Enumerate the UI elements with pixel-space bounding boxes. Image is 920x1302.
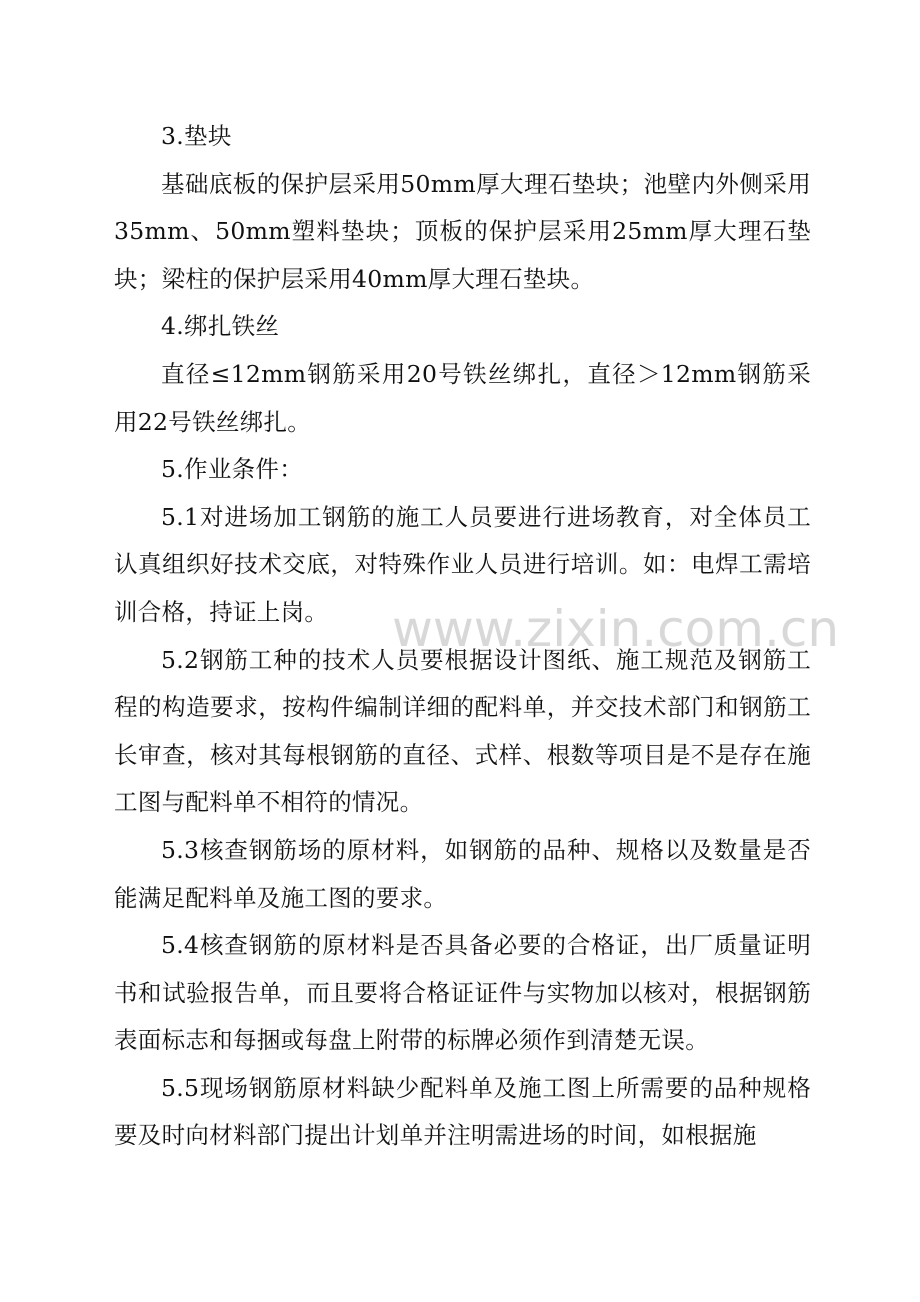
heading-binding-wire: 4.绑扎铁丝 xyxy=(161,312,280,341)
paragraph-5-4: 5.4核查钢筋的原材料是否具备必要的合格证，出厂质量证明书和试验报告单，而且要将合格证证件与实物加以核对，根据钢筋表面标志和每捆或每盘上附带的标牌必须作到清楚无误。 xyxy=(114,931,811,1055)
paragraph-5-3: 5.3核查钢筋场的原材料，如钢筋的品种、规格以及数量是否能满足配料单及施工图的要求。 xyxy=(114,835,811,912)
heading-spacer-blocks: 3.垫块 xyxy=(161,122,232,150)
document-page xyxy=(114,113,811,1160)
paragraph-5-1: 5.1对进场加工钢筋的施工人员要进行进场教育，对全体员工认真组织好技术交底，对特殊作业人员进行培训。如：电焊工需培训合格，持证上岗。 xyxy=(114,502,811,626)
heading-work-conditions: 5.作业条件： xyxy=(161,455,304,484)
watermark-text: www.zixin.com.cn xyxy=(392,600,840,658)
paragraph-5-2: 5.2钢筋工种的技术人员要根据设计图纸、施工规范及钢筋工程的构造要求，按构件编制详细的配料单，并交技术部门和钢筋工长审查，核对其每根钢筋的直径、式样、根数等项目是不是存在施工图与配料单不相符的情况。 xyxy=(114,645,811,817)
paragraph-binding-wire: 直径≤12mm钢筋采用20号铁丝绑扎，直径＞12mm钢筋采用22号铁丝绑扎。 xyxy=(114,359,811,436)
paragraph-5-5: 5.5现场钢筋原材料缺少配料单及施工图上所需要的品种规格要及时向材料部门提出计划单并注明需进场的时间，如根据施 xyxy=(114,1073,811,1150)
paragraph-spacer-blocks: 基础底板的保护层采用50mm厚大理石垫块；池壁内外侧采用35mm、50mm塑料垫块；顶板的保护层采用25mm厚大理石垫块；梁柱的保护层采用40mm厚大理石垫块。 xyxy=(114,169,811,293)
